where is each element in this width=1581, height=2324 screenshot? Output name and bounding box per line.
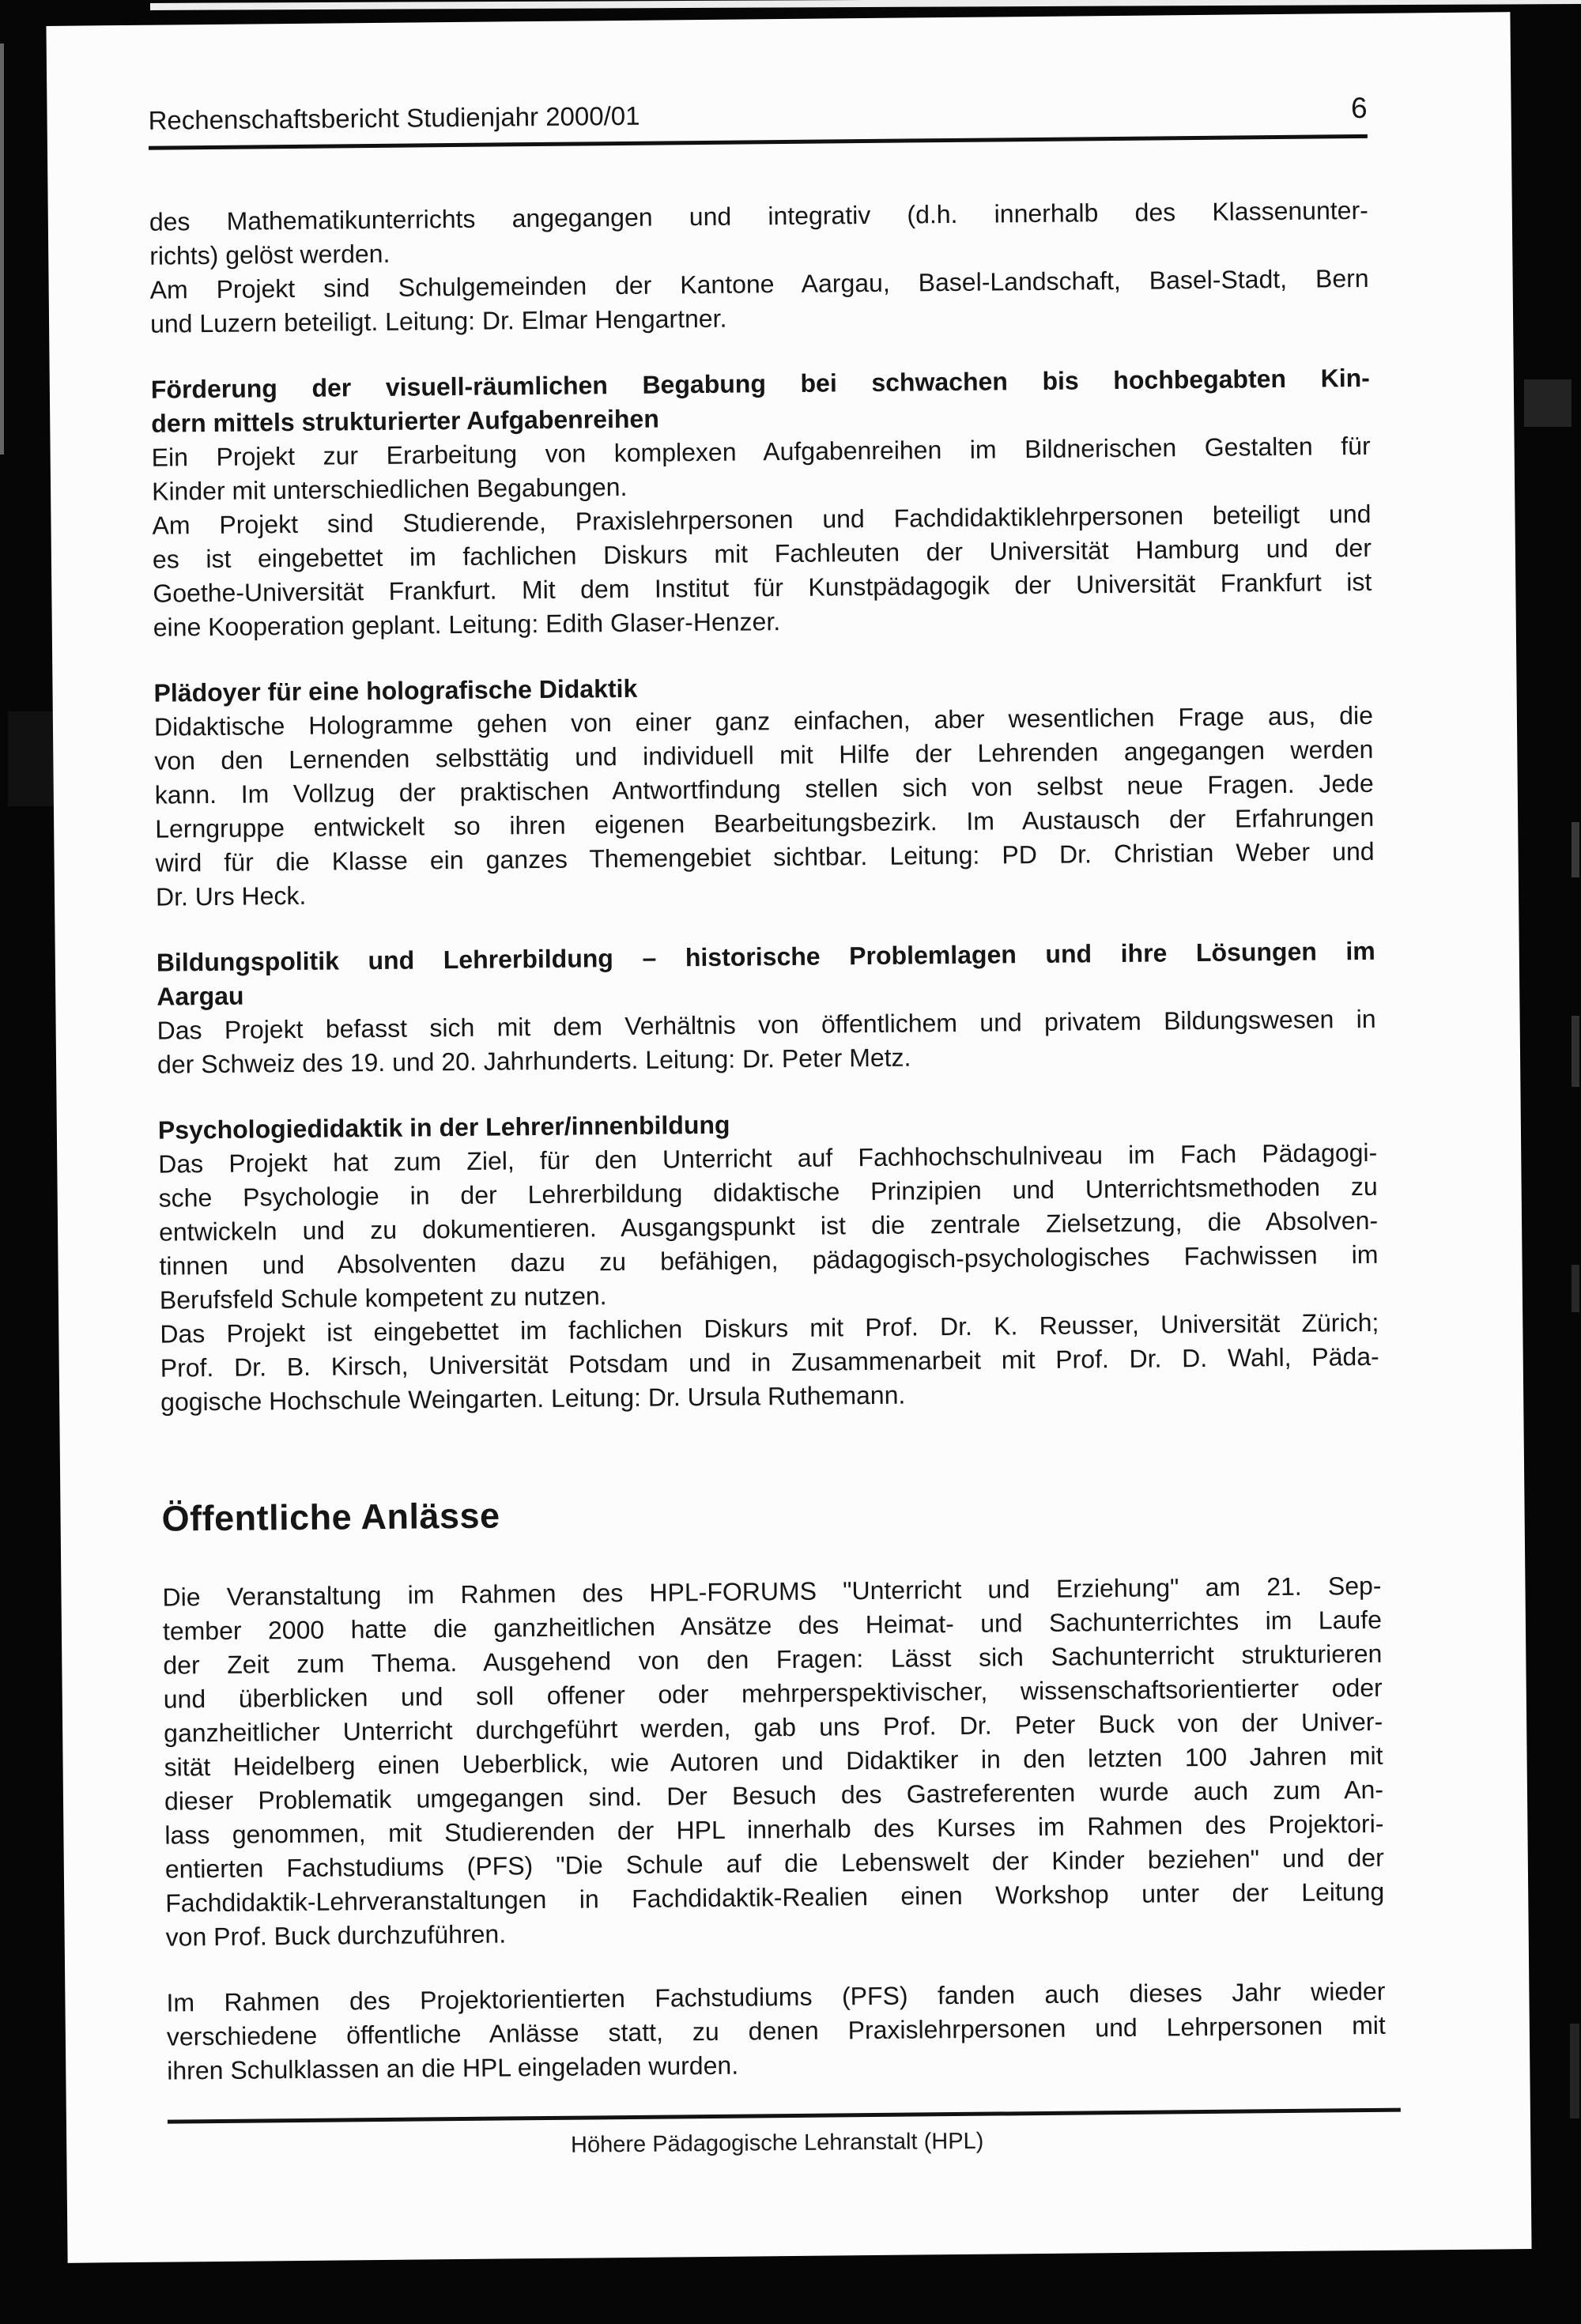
page-header [148,91,1367,138]
text-line: Goethe-Universität Frankfurt. Mit dem Institut für Kunstpädagogik der Universität Frankfurt ist [153,567,1372,608]
section-mathematik [149,194,1370,341]
text-line: und Luzern beteiligt. Leitung: Dr. Elmar Hengartner. [149,304,727,338]
text-line: dern mittels strukturierter Aufgabenreihen [151,404,659,438]
section-plaedoyer [153,665,1375,915]
paragraph [154,699,1375,915]
paragraph [149,262,1369,341]
section-heading [157,934,1376,1014]
text-line: der Schweiz des 19. und 20. Jahrhunderts. Leitung: Dr. Peter Metz. [157,1043,911,1079]
paragraph [158,1136,1379,1318]
text-line: tinnen und Absolventen dazu zu befähigen, pädagogisch-psychologisches Fachwissen im [159,1239,1379,1281]
text-line: Ein Projekt zur Erarbeitung von komplexen Aufgabenreihen im Bildnerischen Gestalten für [151,431,1371,472]
text-line: Das Projekt hat zum Ziel, für den Unterricht auf Fachhochschulniveau im Fach Pädagogi- [158,1137,1378,1179]
header-title: Rechenschaftsbericht Studienjahr 2000/01 [148,100,640,135]
page-footer: Höhere Pädagogische Lehranstalt (HPL) [570,2128,984,2158]
text-line: Prof. Dr. B. Kirsch, Universität Potsdam und in Zusammenarbeit mit Prof. Dr. D. Wahl, Päda- [160,1341,1379,1383]
text-line: richts) gelöst werden. [149,239,391,270]
paragraph [166,1975,1386,2088]
text-line: gogische Hochschule Weingarten. Leitung: Dr. Ursula Ruthemann. [160,1380,906,1417]
text-line: verschiedene öffentliche Anlässe statt, zu denen Praxislehrpersonen und Lehrpersonen mit [166,2010,1386,2051]
text-line: entwickeln und zu dokumentieren. Ausgangspunkt ist die zentrale Zielsetzung, die Absolven- [158,1205,1379,1247]
paragraph [162,1569,1384,1955]
text-line: dieser Problematik umgegangen sind. Der Besuch des Gastreferenten wurde auch zum An- [164,1775,1384,1816]
section-psychologiedidaktik [158,1102,1380,1420]
section-title-oeffentliche-anlaesse: Öffentliche Anlässe [161,1495,500,1539]
text-line: lass genommen, mit Studierenden der HPL innerhalb des Kurses im Rahmen des Projektori- [164,1809,1384,1850]
text-line: eine Kooperation geplant. Leitung: Edith Glaser-Henzer. [153,607,781,642]
text-line: Am Projekt sind Studierende, Praxislehrpersonen und Fachdidaktiklehrpersonen beteiligt und [152,499,1372,540]
text-line: tember 2000 hatte die ganzheitlichen Ansätze des Heimat- und Sachunterrichtes im Laufe [162,1605,1383,1646]
text-line: Am Projekt sind Schulgemeinden der Kantone Aargau, Basel-Landschaft, Basel-Stadt, Bern [149,263,1369,304]
scan-artifact [0,43,4,455]
text-line: Fachdidaktik-Lehrveranstaltungen in Fachdidaktik-Realien einen Workshop unter der Leitung [165,1877,1385,1918]
text-line: ganzheitlicher Unterricht durchgeführt werden, gab uns Prof. Dr. Peter Buck von der Univer- [164,1707,1383,1748]
section-hpl-forum [162,1569,1384,1955]
section-pfs-anlaesse [166,1975,1386,2088]
text-line: Bildungspolitik und Lehrerbildung – historische Problemlagen und ihre Lösungen im [156,936,1375,977]
text-line: Kinder mit unterschiedlichen Begabungen. [151,472,628,506]
scan-artifact [1572,1265,1579,1312]
scan-artifact [1572,1016,1579,1087]
document-page [46,12,1531,2263]
text-line: Dr. Urs Heck. [155,881,307,911]
text-line: es ist eingebettet im fachlichen Diskurs mit Fachleuten der Universität Hamburg und der [152,533,1372,574]
text-line: und überblicken und soll offener oder mehrperspektivischer, wissenschaftsorientierter oder [163,1673,1383,1714]
paragraph [157,1002,1376,1082]
text-line: von den Lernenden selbsttätig und individuell mit Hilfe der Lehrenden angegangen werden [154,734,1374,775]
footer-rule [168,2108,1401,2124]
page-number: 6 [1350,91,1368,125]
scan-artifact [1570,2024,1579,2118]
text-line: kann. Im Vollzug der praktischen Antwortfindung stellen sich von selbst neue Fragen. Jede [154,768,1374,809]
text-line: Aargau [157,981,244,1011]
text-line: sche Psychologie in der Lehrerbildung didaktische Prinzipien und Unterrichtsmethoden zu [158,1171,1378,1213]
text-line: der Zeit zum Thema. Ausgehend von den Fragen: Lässt sich Sachunterricht strukturieren [163,1639,1383,1680]
text-line: Psychologiedidaktik in der Lehrer/innenbildung [157,1110,730,1145]
text-line: Berufsfeld Schule kompetent zu nutzen. [159,1281,607,1315]
section-foerderung [151,361,1372,645]
paragraph [160,1306,1379,1420]
text-line: entierten Fachstudiums (PFS) "Die Schule auf die Lebenswelt der Kinder beziehen" und der [164,1843,1384,1884]
text-line: Im Rahmen des Projektorientierten Fachstudiums (PFS) fanden auch dieses Jahr wieder [166,1976,1386,2017]
scan-artifact [1572,822,1579,877]
text-line: Das Projekt befasst sich mit dem Verhältnis von öffentlichem und privatem Bildungswesen in [157,1004,1376,1045]
text-line: Das Projekt ist eingebettet im fachlichen Diskurs mit Prof. Dr. K. Reusser, Universität Zürich; [160,1307,1379,1349]
scan-artifact [150,0,1581,10]
text-line: Die Veranstaltung im Rahmen des HPL-FORUMS "Unterricht und Erziehung" am 21. Sep- [162,1571,1382,1612]
paragraph [152,429,1372,509]
text-line: ihren Schulklassen an die HPL eingeladen wurden. [167,2050,739,2085]
text-line: von Prof. Buck durchzuführen. [165,1919,507,1952]
paragraph [149,194,1369,274]
scan-artifact [1524,379,1572,427]
text-line: Förderung der visuell-räumlichen Begabung bei schwachen bis hochbegabten Kin- [150,363,1370,404]
text-line: wird für die Klasse ein ganzes Themengebiet sichtbar. Leitung: PD Dr. Christian Weber und [155,836,1375,877]
text-line: Didaktische Hologramme gehen von einer ganz einfachen, aber wesentlichen Frage aus, die [153,700,1374,741]
section-heading [151,361,1371,441]
text-line: Lerngruppe entwickelt so ihren eigenen Bearbeitungsbezirk. Im Austausch der Erfahrungen [155,802,1375,843]
text-line: Plädoyer für eine holografische Didaktik [153,673,638,707]
section-bildungspolitik [157,934,1377,1082]
text-line: des Mathematikunterrichts angegangen und integrativ (d.h. innerhalb des Klassenunter- [149,195,1368,236]
paragraph [152,497,1372,645]
text-line: sität Heidelberg einen Ueberblick, wie Autoren und Didaktiker in den letzten 100 Jahren mit [164,1741,1383,1782]
